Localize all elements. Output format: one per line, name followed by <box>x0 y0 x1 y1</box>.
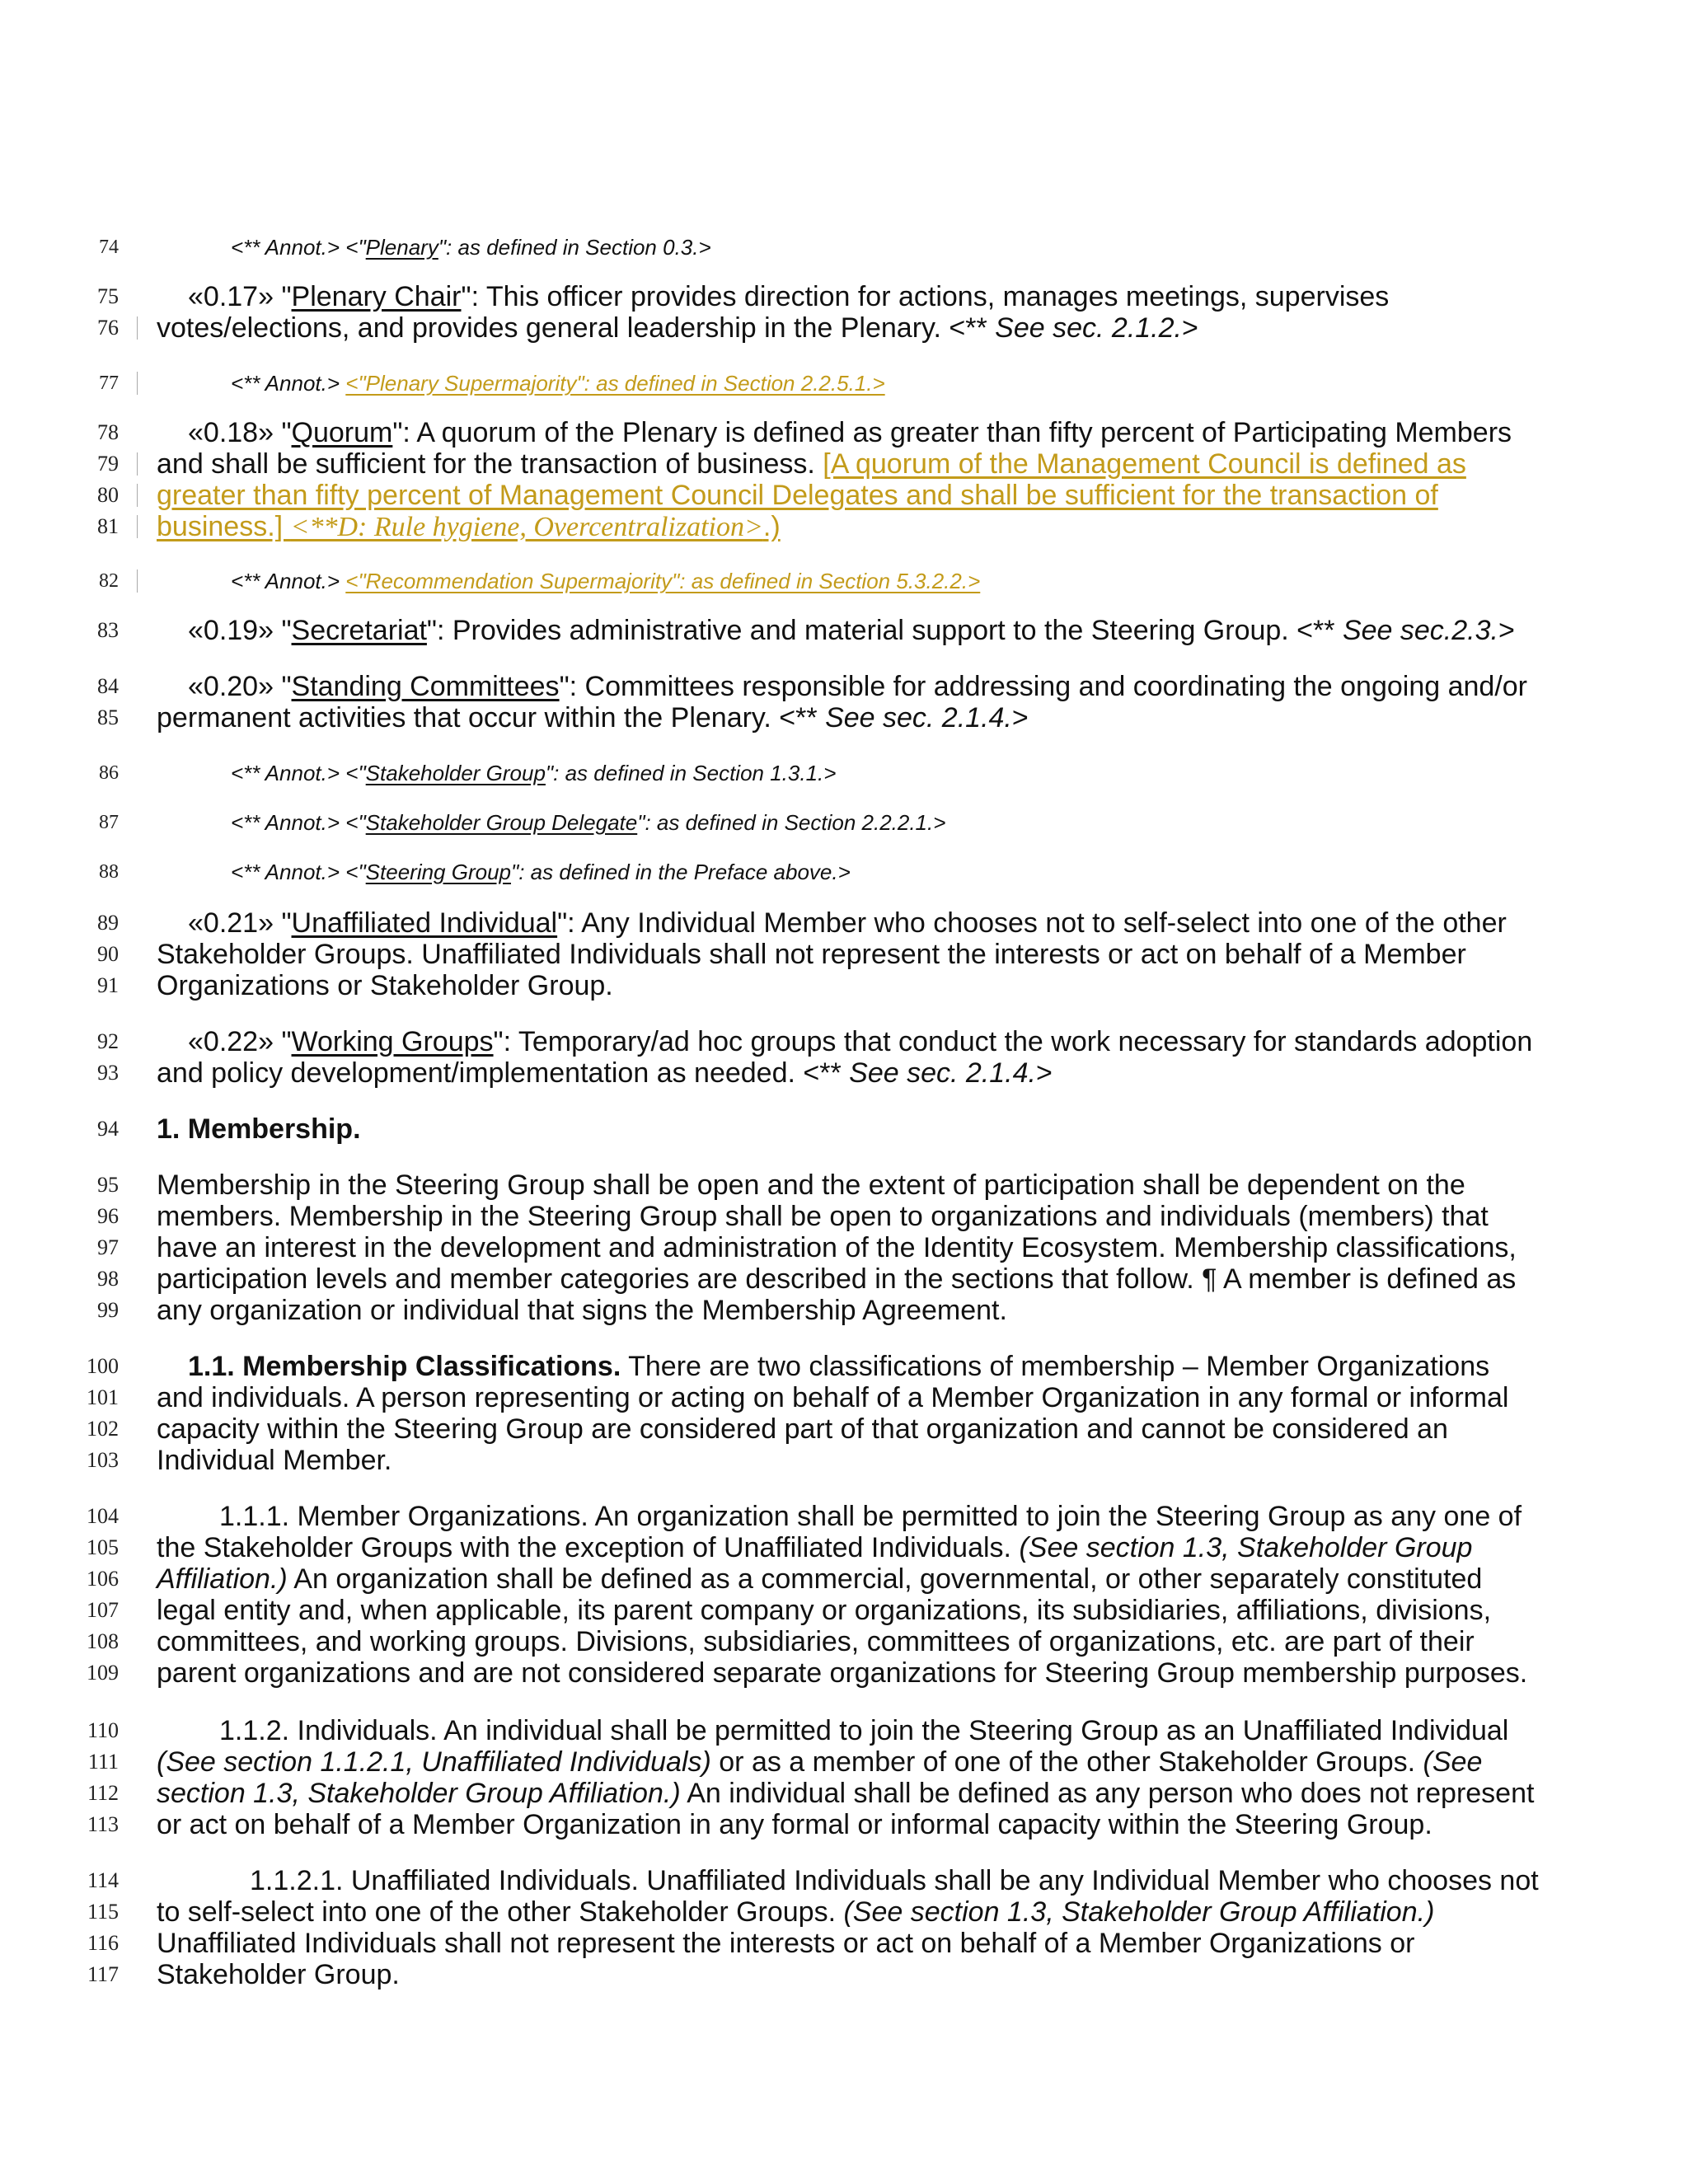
cross-reference: See sec.2.3. <box>1342 615 1498 646</box>
paragraph-text <box>157 701 1029 734</box>
inserted-comment: <**D: Rule hygiene, Overcentralization> <box>290 512 763 542</box>
text-run: «0.21» " <box>188 907 292 939</box>
paragraph-text: participation levels and member categories are described in the sections that follow. ¶ A member is defined as <box>157 1263 1517 1295</box>
line-number: 77 <box>99 373 119 394</box>
change-bar <box>137 372 138 395</box>
line-number: 85 <box>97 705 119 729</box>
paragraph-text: committees, and working groups. Divisions, subsidiaries, committees of organizations, etc. are part of their <box>157 1626 1475 1657</box>
line-number: 86 <box>99 762 119 784</box>
inserted-text: .) <box>762 511 781 542</box>
line-number: 78 <box>97 420 119 444</box>
text-run: the Stakeholder Groups with the exception of Unaffiliated Individuals. <box>157 1532 1020 1563</box>
paragraph-text: legal entity and, when applicable, its parent company or organizations, its subsidiaries, affiliations, divisions, <box>157 1595 1492 1626</box>
line-number: 112 <box>87 1781 119 1805</box>
text-run: An individual shall be defined as any person who does not represent <box>680 1778 1535 1809</box>
defined-term: Steering Group <box>365 860 511 884</box>
text-run: <** Annot.> <" <box>231 860 366 884</box>
line-number: 105 <box>87 1535 119 1559</box>
line-number: 109 <box>87 1661 119 1685</box>
doc-line-99 <box>0 1294 1688 1327</box>
doc-line-113 <box>0 1808 1688 1841</box>
defined-term: Unaffiliated Individual <box>291 907 558 939</box>
doc-line-100 <box>0 1350 1688 1383</box>
text-run: An organization shall be defined as a commercial, governmental, or other separately constituted <box>287 1563 1483 1595</box>
text-run: > <box>1035 1057 1053 1089</box>
annotation-text <box>231 565 980 598</box>
inserted-text: greater than fifty percent of Management Council Delegates and shall be sufficient for the transaction of <box>157 480 1438 511</box>
doc-line-76 <box>0 312 1688 344</box>
line-number: 99 <box>97 1298 119 1322</box>
doc-line-114 <box>0 1864 1688 1897</box>
defined-term: Quorum <box>291 417 393 448</box>
text-run: or as a member of one of the other Stakeholder Groups. <box>710 1746 1423 1778</box>
doc-line-96 <box>0 1200 1688 1233</box>
doc-line-115 <box>0 1896 1688 1929</box>
line-number: 75 <box>97 284 119 308</box>
line-number: 98 <box>97 1267 119 1291</box>
text-run: ": as defined in Section 1.3.1.> <box>545 761 837 785</box>
line-number: 92 <box>97 1029 119 1053</box>
doc-line-93 <box>0 1057 1688 1090</box>
change-bar <box>137 316 138 340</box>
paragraph-text <box>157 312 1198 344</box>
cross-reference: (See <box>1423 1746 1483 1778</box>
text-run: ": Provides administrative and material support to the Steering Group. <** <box>426 615 1343 646</box>
doc-line-107 <box>0 1594 1688 1627</box>
text-run: «0.18» " <box>188 417 292 448</box>
doc-line-110 <box>0 1714 1688 1747</box>
text-run: ": A quorum of the Plenary is defined as greater than fifty percent of Participating Members <box>392 417 1512 448</box>
text-run: and policy development/implementation as needed. <** <box>157 1057 850 1089</box>
cross-reference: section 1.3, Stakeholder Group Affiliation.) <box>157 1778 681 1809</box>
text-run: «0.22» " <box>188 1026 292 1057</box>
change-bar <box>137 569 138 593</box>
line-number: 89 <box>97 911 119 935</box>
doc-line-91 <box>0 969 1688 1002</box>
doc-line-83 <box>0 614 1688 647</box>
text-run: votes/elections, and provides general leadership in the Plenary. <** <box>157 312 996 344</box>
paragraph-text <box>157 1531 1472 1564</box>
line-number: 106 <box>87 1567 119 1591</box>
inserted-text: <"Plenary Supermajority": as defined in Section 2.2.5.1.> <box>345 371 885 396</box>
doc-line-98 <box>0 1263 1688 1296</box>
line-number: 110 <box>87 1718 119 1742</box>
doc-line-105 <box>0 1531 1688 1564</box>
doc-line-85 <box>0 701 1688 734</box>
paragraph-text <box>188 1350 1489 1383</box>
line-number: 87 <box>99 812 119 833</box>
doc-line-77 <box>0 367 1688 400</box>
line-number: 93 <box>97 1061 119 1085</box>
inserted-text: <"Recommendation Supermajority": as defined in Section 5.3.2.2.> <box>345 569 981 593</box>
defined-term: Stakeholder Group <box>365 761 546 785</box>
paragraph-text <box>188 1025 1532 1058</box>
line-number: 115 <box>87 1900 119 1924</box>
paragraph-text: parent organizations and are not considered separate organizations for Steering Group membership purposes. <box>157 1657 1528 1689</box>
paragraph-text: Unaffiliated Individuals shall not represent the interests or act on behalf of a Member Organizations or <box>157 1928 1415 1959</box>
line-number: 111 <box>87 1750 119 1774</box>
paragraph-text <box>157 1563 1482 1596</box>
line-number: 100 <box>87 1354 119 1378</box>
doc-line-88 <box>0 855 1688 888</box>
paragraph-text: any organization or individual that signs the Membership Agreement. <box>157 1295 1007 1326</box>
paragraph-text <box>157 1746 1482 1779</box>
cross-reference: (See section 1.1.2.1, Unaffiliated Individuals) <box>157 1746 711 1778</box>
text-run: > <box>1011 702 1029 733</box>
paragraph-text <box>157 1057 1053 1090</box>
doc-line-74 <box>0 231 1688 264</box>
doc-line-90 <box>0 938 1688 971</box>
text-run: <** Annot.> <box>231 569 346 593</box>
cross-reference: Affiliation.) <box>157 1563 288 1595</box>
paragraph-text: or act on behalf of a Member Organization in any formal or informal capacity within the Steering Group. <box>157 1809 1432 1840</box>
paragraph-text: 1.1.1. Member Organizations. An organization shall be permitted to join the Steering Group as any one of <box>219 1501 1522 1532</box>
cross-reference: (See section 1.3, Stakeholder Group Affiliation.) <box>843 1896 1435 1928</box>
text-run: ": Any Individual Member who chooses not to self-select into one of the other <box>557 907 1507 939</box>
annotation-text <box>231 757 836 790</box>
doc-line-106 <box>0 1563 1688 1596</box>
change-bar <box>137 515 138 538</box>
cross-reference: See sec. 2.1.2. <box>995 312 1182 344</box>
text-run: ": This officer provides direction for actions, manages meetings, supervises <box>461 281 1390 312</box>
paragraph-text: Organizations or Stakeholder Group. <box>157 970 613 1001</box>
cross-reference: See sec. 2.1.4. <box>849 1057 1036 1089</box>
line-number: 81 <box>97 514 119 538</box>
paragraph-text: Stakeholder Groups. Unaffiliated Individuals shall not represent the interests or act on behalf of a Member <box>157 939 1466 970</box>
doc-line-109 <box>0 1657 1688 1690</box>
text-run: <** Annot.> <" <box>231 235 366 260</box>
text-run: ": Temporary/ad hoc groups that conduct the work necessary for standards adoption <box>493 1026 1533 1057</box>
doc-line-86 <box>0 757 1688 790</box>
defined-term: Stakeholder Group Delegate <box>365 810 638 835</box>
doc-line-79 <box>0 448 1688 480</box>
line-number: 114 <box>87 1868 119 1892</box>
defined-term: Standing Committees <box>291 671 560 702</box>
paragraph-text <box>157 479 1438 512</box>
line-number: 113 <box>87 1812 119 1836</box>
cross-reference: (See section 1.3, Stakeholder Group <box>1019 1532 1473 1563</box>
paragraph-text <box>157 1777 1534 1810</box>
inserted-text: business.] <box>157 511 291 542</box>
line-number: 80 <box>97 483 119 507</box>
text-run: «0.20» " <box>188 671 292 702</box>
doc-line-108 <box>0 1625 1688 1658</box>
doc-line-92 <box>0 1025 1688 1058</box>
annotation-text <box>231 855 851 888</box>
line-number: 90 <box>97 942 119 966</box>
doc-line-80 <box>0 479 1688 512</box>
text-run: > <box>1498 615 1515 646</box>
line-number: 117 <box>87 1962 119 1986</box>
line-number: 84 <box>97 674 119 698</box>
change-bar <box>137 452 138 476</box>
doc-line-89 <box>0 907 1688 940</box>
text-run: <** Annot.> <box>231 371 346 396</box>
text-run: <** Annot.> <" <box>231 761 366 785</box>
paragraph-text <box>188 670 1527 703</box>
defined-term: Plenary <box>365 235 438 260</box>
paragraph-text <box>188 416 1512 449</box>
paragraph-text: have an interest in the development and administration of the Identity Ecosystem. Membership classifications, <box>157 1232 1517 1263</box>
text-run: <** Annot.> <" <box>231 810 366 835</box>
change-bar <box>137 484 138 507</box>
line-number: 95 <box>97 1173 119 1197</box>
doc-line-78 <box>0 416 1688 449</box>
paragraph-text: 1.1.2. Individuals. An individual shall be permitted to join the Steering Group as an Unaffiliated Individual <box>219 1715 1509 1746</box>
paragraph-text <box>188 280 1389 313</box>
paragraph-text: and individuals. A person representing or acting on behalf of a Member Organization in any formal or informal <box>157 1382 1509 1413</box>
line-number: 103 <box>87 1448 119 1472</box>
paragraph-text <box>188 907 1507 940</box>
text-run: permanent activities that occur within the Plenary. <** <box>157 702 826 733</box>
line-number: 76 <box>97 316 119 340</box>
line-number: 116 <box>87 1931 119 1955</box>
doc-line-101 <box>0 1381 1688 1414</box>
defined-term: Plenary Chair <box>291 281 462 312</box>
section-heading: 1. Membership. <box>157 1113 361 1145</box>
text-run: «0.19» " <box>188 615 292 646</box>
line-number: 101 <box>87 1385 119 1409</box>
text-run: «0.17» " <box>188 281 292 312</box>
defined-term: Secretariat <box>291 615 427 646</box>
doc-line-95 <box>0 1169 1688 1202</box>
doc-line-84 <box>0 670 1688 703</box>
line-number: 97 <box>97 1235 119 1259</box>
line-number: 88 <box>99 861 119 883</box>
cross-reference: See sec. 2.1.4. <box>825 702 1012 733</box>
doc-line-102 <box>0 1413 1688 1446</box>
doc-line-111 <box>0 1746 1688 1779</box>
text-run: ": as defined in Section 2.2.2.1.> <box>637 810 946 835</box>
text-run: to self-select into one of the other Stakeholder Groups. <box>157 1896 844 1928</box>
doc-line-117 <box>0 1958 1688 1991</box>
line-number: 108 <box>87 1629 119 1653</box>
doc-line-116 <box>0 1927 1688 1960</box>
text-run: ": Committees responsible for addressing and coordinating the ongoing and/or <box>559 671 1528 702</box>
paragraph-text <box>157 510 781 544</box>
paragraph-text: members. Membership in the Steering Group shall be open to organizations and individuals (members) that <box>157 1201 1489 1232</box>
defined-term: Working Groups <box>291 1026 494 1057</box>
line-number: 96 <box>97 1204 119 1228</box>
inserted-text: [A quorum of the Management Council is defined as <box>823 448 1466 480</box>
paragraph-text <box>157 1896 1434 1929</box>
paragraph-text: Membership in the Steering Group shall be open and the extent of participation shall be dependent on the <box>157 1169 1465 1201</box>
doc-line-81 <box>0 510 1688 543</box>
doc-line-112 <box>0 1777 1688 1810</box>
line-number: 91 <box>97 973 119 997</box>
annotation-text <box>231 367 885 400</box>
paragraph-text: capacity within the Steering Group are considered part of that organization and cannot be considered an <box>157 1413 1448 1445</box>
text-run: > <box>1181 312 1198 344</box>
line-number: 94 <box>97 1117 119 1141</box>
text-run: There are two classifications of membership – Member Organizations <box>621 1351 1490 1382</box>
text-run: ": as defined in Section 0.3.> <box>438 235 711 260</box>
doc-line-87 <box>0 806 1688 839</box>
line-number: 79 <box>97 452 119 476</box>
paragraph-text: Individual Member. <box>157 1445 392 1476</box>
doc-line-97 <box>0 1231 1688 1264</box>
line-number: 82 <box>99 570 119 592</box>
text-run: and shall be sufficient for the transaction of business. <box>157 448 823 480</box>
paragraph-text: 1.1.2.1. Unaffiliated Individuals. Unaffiliated Individuals shall be any Individual Member who chooses not <box>250 1865 1539 1896</box>
paragraph-text: Stakeholder Group. <box>157 1959 400 1990</box>
line-number: 107 <box>87 1598 119 1622</box>
line-number: 74 <box>99 237 119 258</box>
line-number: 102 <box>87 1417 119 1441</box>
doc-line-82 <box>0 565 1688 598</box>
doc-line-104 <box>0 1500 1688 1533</box>
line-number: 83 <box>97 618 119 642</box>
doc-line-94 <box>0 1113 1688 1146</box>
paragraph-text <box>157 448 1466 480</box>
paragraph-text <box>188 614 1515 647</box>
annotation-text <box>231 806 945 839</box>
annotation-text <box>231 231 711 264</box>
doc-line-103 <box>0 1444 1688 1477</box>
text-run: ": as defined in the Preface above.> <box>511 860 851 884</box>
line-number: 104 <box>87 1504 119 1528</box>
doc-line-75 <box>0 280 1688 313</box>
subsection-heading: 1.1. Membership Classifications. <box>188 1351 621 1382</box>
